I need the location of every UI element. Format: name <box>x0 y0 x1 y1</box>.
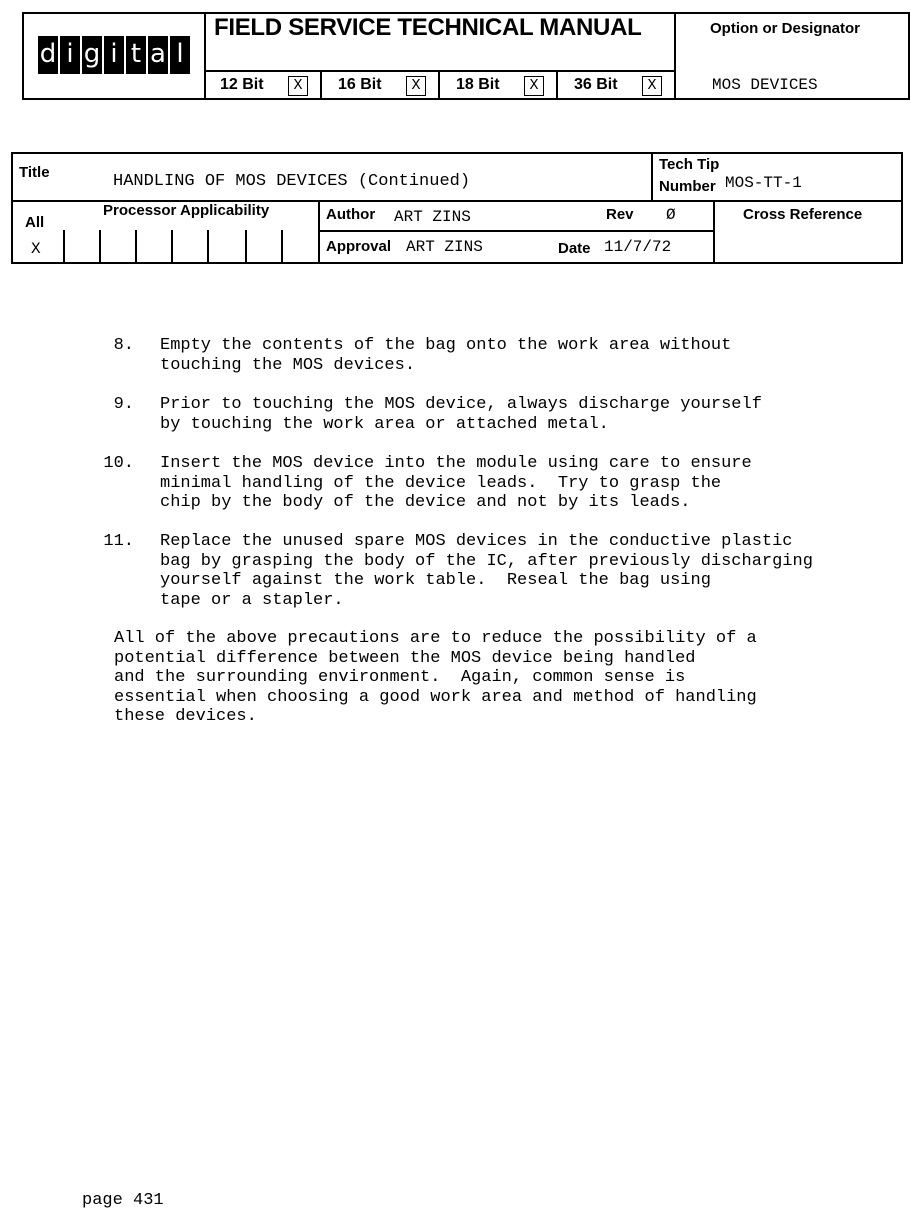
manual-header <box>22 12 910 100</box>
logo-letter: l <box>170 36 190 74</box>
title-value-wrap <box>113 172 470 191</box>
bit-selector-row <box>204 70 674 100</box>
closing-paragraph: All of the above precautions are to reduce the possibility of a potential difference between the MOS device being handled and the surrounding environment. Again, common sense is essential when choosing a good work area and method of handling these devices. <box>114 629 757 727</box>
bit-label: 36 Bit <box>574 76 618 93</box>
tick <box>135 230 137 262</box>
date-value: 11/7/72 <box>604 238 672 256</box>
tech-tip-number: MOS-TT-1 <box>725 174 802 192</box>
bit-cell-18 <box>440 72 558 100</box>
processor-applicability-label: Processor Applicability <box>103 202 270 219</box>
tick <box>281 230 283 262</box>
approval-value: ART ZINS <box>406 238 483 256</box>
tick <box>99 230 101 262</box>
bit-checkbox: X <box>406 76 426 96</box>
tick <box>171 230 173 262</box>
option-cell <box>674 14 910 98</box>
bit-label: 16 Bit <box>338 76 382 93</box>
bit-checkbox: X <box>288 76 308 96</box>
bit-label: 18 Bit <box>456 76 500 93</box>
all-value: X <box>31 240 41 258</box>
logo-letter: i <box>60 36 80 74</box>
title-label: Title <box>19 164 50 181</box>
item-text: Prior to touching the MOS device, always discharge yourself by touching the work area or attached metal. <box>160 395 762 434</box>
logo-letter: t <box>126 36 146 74</box>
bit-checkbox: X <box>642 76 662 96</box>
tech-tip-number-label: Number <box>659 178 716 195</box>
item-number: 11. <box>103 532 134 551</box>
tech-tip-label: Tech Tip <box>659 156 720 173</box>
bit-cell-12 <box>204 72 322 100</box>
title-row <box>13 154 901 202</box>
item-number: 10. <box>103 454 134 473</box>
author-value: ART ZINS <box>394 208 471 226</box>
item-text: Empty the contents of the bag onto the work area without touching the MOS devices. <box>160 336 732 375</box>
tick <box>207 230 209 262</box>
logo-letter: i <box>104 36 124 74</box>
tick <box>245 230 247 262</box>
logo-letter: g <box>82 36 102 74</box>
author-label: Author <box>326 206 376 223</box>
item-number: 8. <box>113 336 134 355</box>
digital-logo <box>38 36 190 74</box>
approval-label: Approval <box>326 238 392 255</box>
author-row <box>320 200 714 232</box>
title-value: HANDLING OF MOS DEVICES <box>113 172 348 191</box>
processor-applicability-boxes <box>63 230 319 262</box>
cross-reference-label: Cross Reference <box>743 206 863 223</box>
item-number: 9. <box>113 395 134 414</box>
bit-cell-16 <box>322 72 440 100</box>
tech-tip-cell <box>651 154 903 200</box>
logo-letter: d <box>38 36 58 74</box>
title-suffix: (Continued) <box>357 172 471 191</box>
option-value: MOS DEVICES <box>712 76 818 94</box>
bit-checkbox: X <box>524 76 544 96</box>
manual-title: FIELD SERVICE TECHNICAL MANUAL <box>214 14 642 41</box>
rev-label: Rev <box>606 206 634 223</box>
logo-cell <box>24 14 206 98</box>
logo-letter: a <box>148 36 168 74</box>
date-label: Date <box>558 240 591 257</box>
tick <box>63 230 65 262</box>
option-label: Option or Designator <box>710 20 860 37</box>
page-number: page 431 <box>82 1191 164 1210</box>
item-text: Replace the unused spare MOS devices in the conductive plastic bag by grasping the body of the IC, after previously discharging yourself against the work table. Reseal the bag using tape or a stapler. <box>160 532 813 610</box>
rev-value: Ø <box>666 206 676 224</box>
item-text: Insert the MOS device into the module using care to ensure minimal handling of the device leads. Try to grasp the chip by the body of the device and not by its leads. <box>160 454 752 513</box>
divider <box>713 200 715 262</box>
all-label: All <box>25 214 45 231</box>
bit-label: 12 Bit <box>220 76 264 93</box>
approval-row <box>320 232 714 262</box>
bit-cell-36 <box>558 72 674 100</box>
title-block <box>11 152 903 264</box>
